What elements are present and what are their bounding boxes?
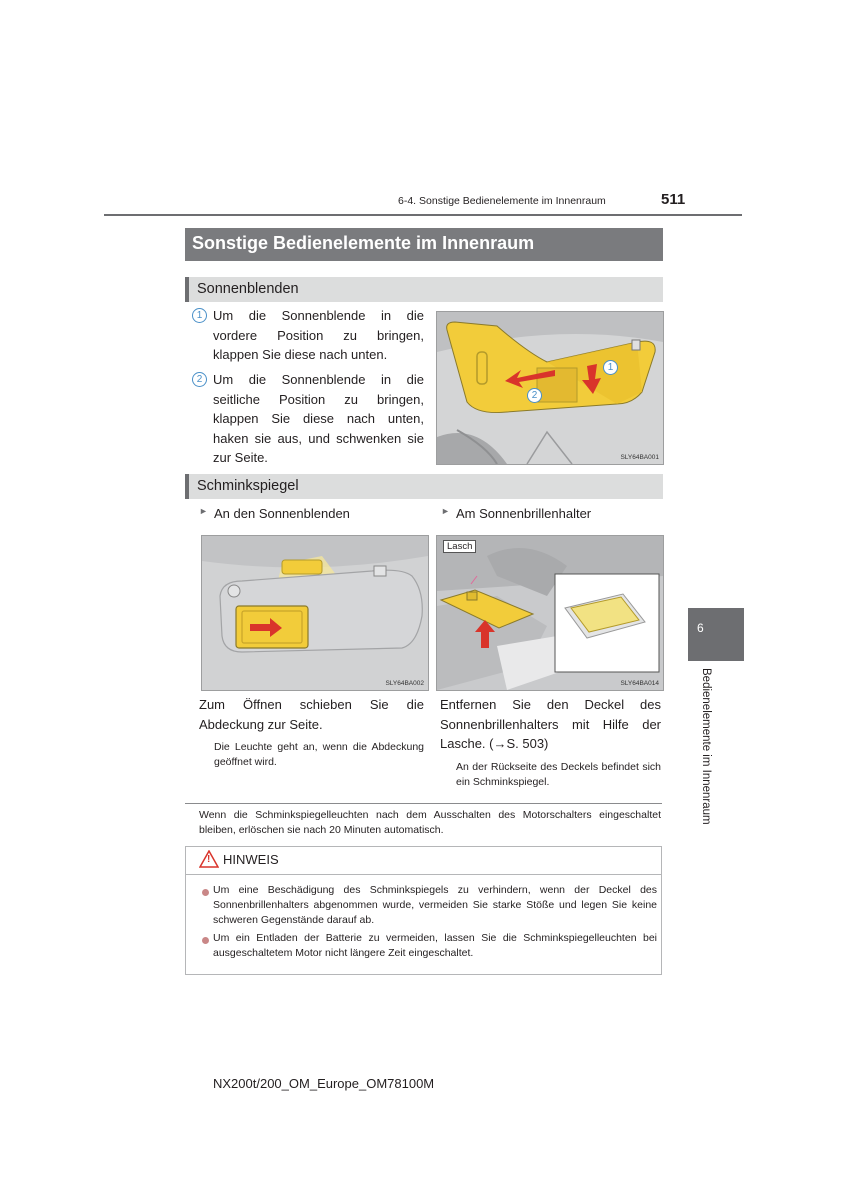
- right-note: An der Rückseite des Deckels befindet sich ein Schminkspiegel.: [456, 761, 661, 788]
- notice-label: HINWEIS: [223, 852, 279, 867]
- notice-item-1: Um eine Beschädigung des Schminkspiegels zu verhindern, wenn der Deckel des Sonnenbrillenhalters abgenommen wurde, vermeiden Sie starke Stöße und legen Sie keine schweren Gegenstände darauf ab.: [213, 884, 657, 926]
- figure-code-right: SLY64BA014: [620, 680, 659, 687]
- visor-mirror-illustration: [202, 536, 428, 690]
- section-title-bar: [185, 228, 663, 261]
- left-heading: An den Sonnenblenden: [214, 506, 350, 521]
- notice-bullet-2: [202, 937, 209, 944]
- footnote-rule: [185, 803, 662, 804]
- step-1-text: Um die Sonnenblende in die vordere Position zu bringen, klappen Sie diese nach unten.: [213, 308, 424, 362]
- figure-code-left: SLY64BA002: [385, 680, 424, 687]
- step-2-marker: 2: [192, 372, 207, 387]
- footer-code: NX200t/200_OM_Europe_OM78100M: [213, 1076, 435, 1091]
- figure-code: SLY64BA001: [620, 454, 659, 461]
- chapter-label: Bedienelemente im Innenraum: [700, 668, 712, 825]
- sunglasses-holder-figure: [436, 535, 664, 691]
- page-number: 511: [661, 191, 686, 208]
- left-body-text: Zum Öffnen schieben Sie die Abdeckung zur Seite.: [199, 697, 424, 732]
- lasche-callout: Lasch: [443, 540, 476, 553]
- right-body-text: Entfernen Sie den Deckel des Sonnenbrillenhalters mit Hilfe der Lasche. (→S. 503): [440, 697, 661, 751]
- bullet-right: ►: [441, 506, 450, 516]
- chapter-tab: [688, 608, 744, 661]
- sun-visor-figure: [436, 311, 664, 465]
- schminkspiegel-heading: Schminkspiegel: [197, 478, 299, 494]
- warning-symbol: !: [207, 854, 211, 865]
- footnote: Wenn die Schminkspiegelleuchten nach dem Ausschalten des Motorschalters eingeschaltet bleiben, erlöschen sie nach 20 Minuten automatisch.: [199, 809, 661, 836]
- notice-bullet-1: [202, 889, 209, 896]
- step-1-marker: 1: [192, 308, 207, 323]
- running-header: 6-4. Sonstige Bedienelemente im Innenraum: [398, 195, 606, 207]
- right-heading: Am Sonnenbrillenhalter: [456, 506, 592, 521]
- sunglasses-holder-illustration: [437, 536, 663, 690]
- notice-item-2: Um ein Entladen der Batterie zu vermeiden, lassen Sie die Schminkspiegelleuchten bei ausgeschaltetem Motor nicht längere Zeit eingeschaltet.: [213, 932, 657, 959]
- step-2-text: Um die Sonnenblende in die seitliche Position zu bringen, klappen Sie diese nach unten, haken sie aus, und schwenken sie zur Seite.: [213, 372, 424, 465]
- sonnenblenden-heading-bar: [185, 277, 663, 302]
- bullet-left: ►: [199, 506, 208, 516]
- callout-2: 2: [527, 388, 542, 403]
- sonnenblenden-heading: Sonnenblenden: [197, 281, 299, 297]
- chapter-number: 6: [697, 621, 704, 635]
- arrow-swing-left: [505, 370, 555, 388]
- notice-divider: [185, 874, 662, 875]
- header-rule: [104, 214, 742, 216]
- section-title: Sonstige Bedienelemente im Innenraum: [192, 233, 535, 253]
- arrows-layer: [437, 312, 663, 464]
- notice-header: [185, 846, 662, 875]
- visor-mirror-figure: [201, 535, 429, 691]
- left-note: Die Leuchte geht an, wenn die Abdeckung geöffnet wird.: [214, 741, 424, 768]
- callout-1: 1: [603, 360, 618, 375]
- arrow-fold-down: [582, 364, 601, 394]
- schminkspiegel-heading-bar: [185, 474, 663, 499]
